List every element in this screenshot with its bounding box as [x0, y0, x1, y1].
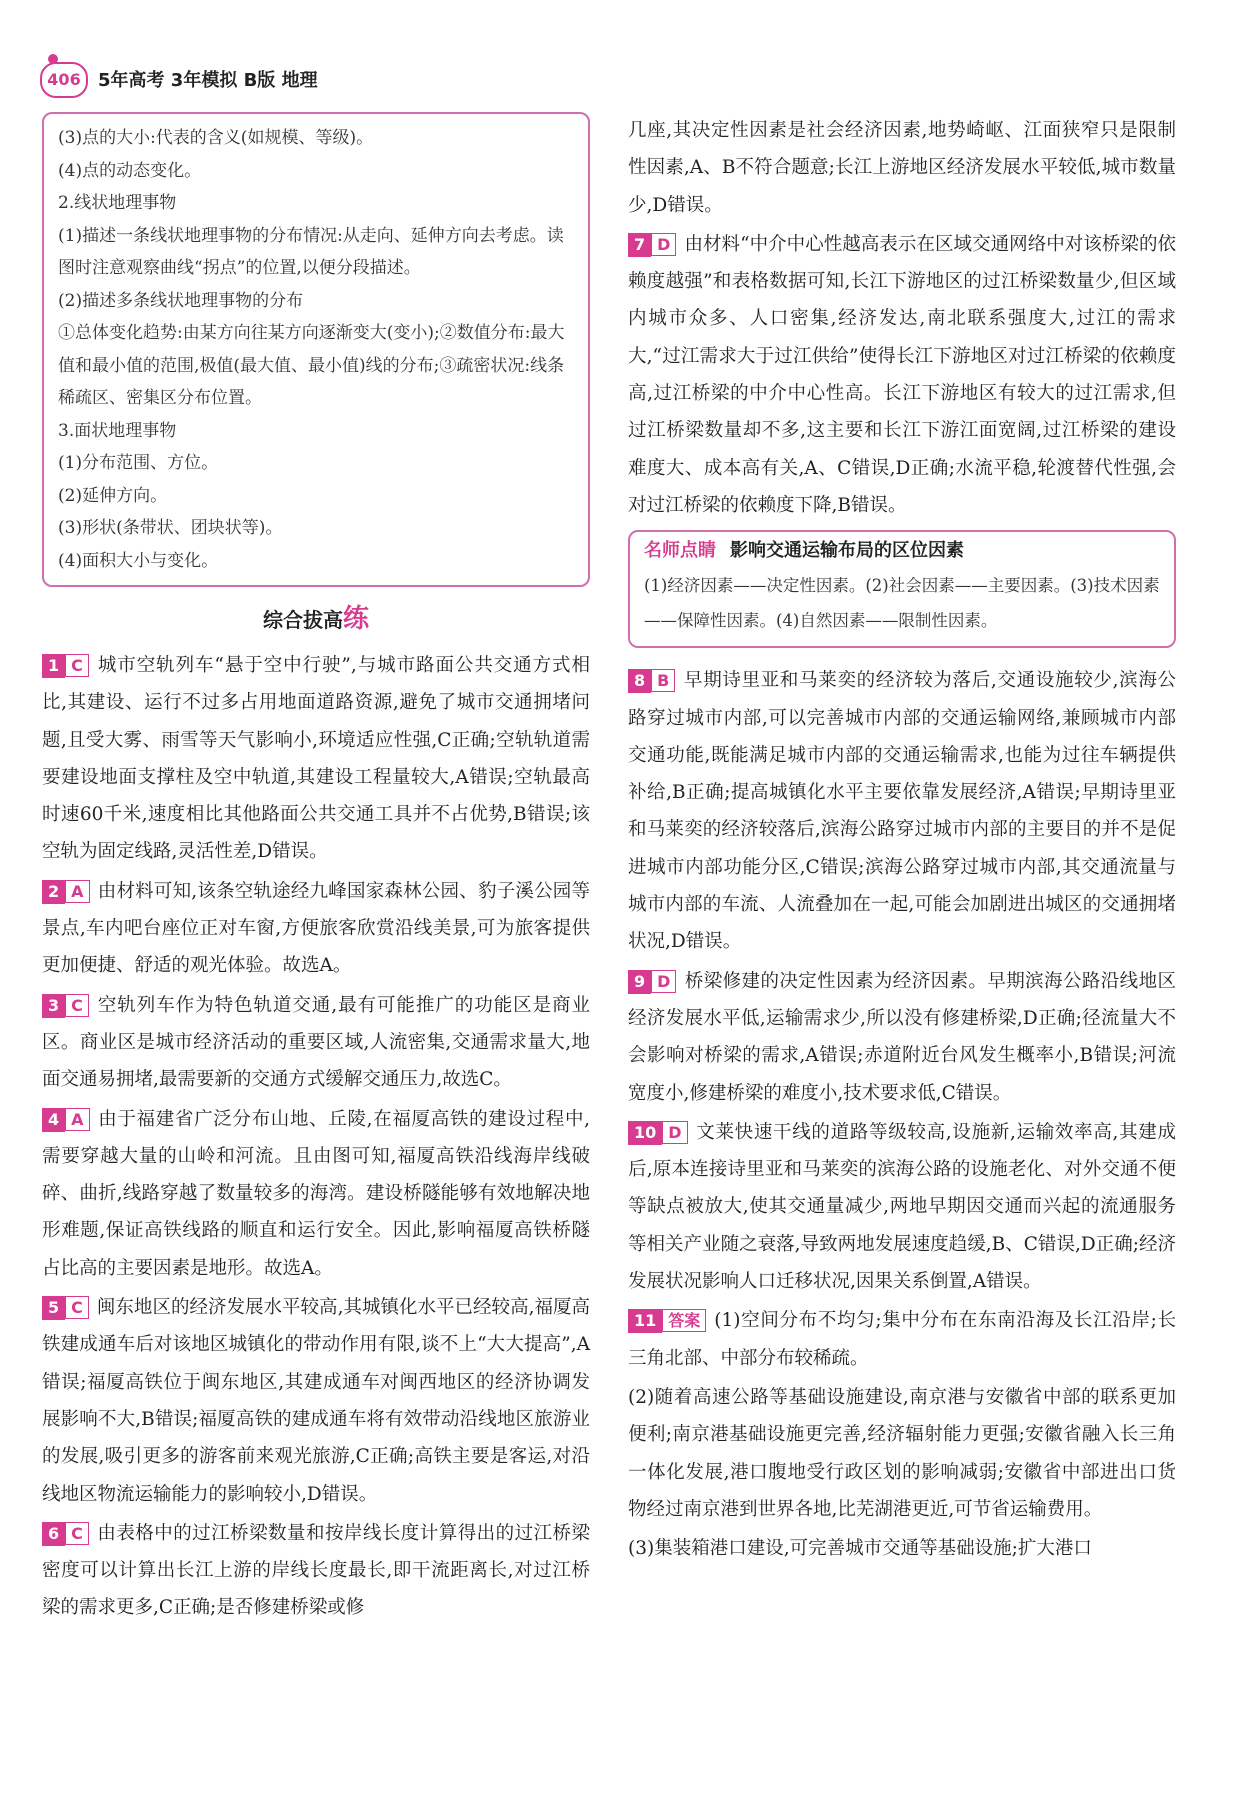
explanation-text: 空轨列车作为特色轨道交通,最有可能推广的功能区是商业区。商业区是城市经济活动的重要区域,人流密集,交通需求量大,地面交通易拥堵,最需要新的交通方式缓解交通压力,故选C。	[42, 994, 590, 1091]
answer-item	[628, 662, 1176, 960]
explanation-text: 由于福建省广泛分布山地、丘陵,在福厦高铁的建设过程中,需要穿越大量的山岭和河流。且由图可知,福厦高铁沿线海岸线破碎、曲折,线路穿越了数量较多的海湾。建设桥隧能够有效地解决地形难题,保证高铁线路的顺直和运行安全。因此,影响福厦高铁桥隧占比高的主要因素是地形。故选A。	[42, 1108, 590, 1279]
question-number: 3	[42, 994, 65, 1018]
answer-letter: C	[65, 1522, 89, 1545]
answer-item	[42, 647, 590, 871]
answer-letter: B	[651, 669, 675, 692]
answer-letter: 答案	[662, 1309, 706, 1332]
answer-item	[628, 1114, 1176, 1300]
explanation-text: 早期诗里亚和马莱奕的经济较为落后,交通设施较少,滨海公路穿过城市内部,可以完善城市内部的交通运输网络,兼顾城市内部交通功能,既能满足城市内部的交通运输需求,也能为过往车辆提供补给,B正确;提高城镇化水平主要依靠发展经济,A错误;早期诗里亚和马莱奕的经济较落后,滨海公路穿过城市内部的主要目的并不是促进城市内部功能分区,C错误;滨海公路穿过城市内部,其交通流量与城市内部的车流、人流叠加在一起,可能会加剧进出城区的交通拥堵状况,D错误。	[628, 670, 1176, 953]
section-title	[42, 601, 590, 637]
question-number: 11	[628, 1309, 662, 1333]
continued-text: 几座,其决定性因素是社会经济因素,地势崎岖、江面狭窄只是限制性因素,A、B不符合题意;长江上游地区经济发展水平较低,城市数量少,D错误。	[628, 120, 1176, 216]
answer-item	[42, 873, 590, 985]
left-column	[42, 112, 590, 1629]
explanation-text: 由材料可知,该条空轨途经九峰国家森林公园、豹子溪公园等景点,车内吧台座位正对车窗,方便旅客欣赏沿线美景,可为旅客提供更加便捷、舒适的观光体验。故选A。	[42, 880, 590, 977]
note-line: 3.面状地理事物	[58, 420, 177, 441]
note-line: (1)描述一条线状地理事物的分布情况:从走向、延伸方向去考虑。读图时注意观察曲线“拐点”的位置,以便分段描述。	[58, 225, 564, 278]
answer-paragraph: (2)随着高速公路等基础设施建设,南京港与安徽省中部的联系更加便利;南京港基础设施更完善,经济辐射能力更强;安徽省融入长三角一体化发展,港口腹地受行政区划的影响减弱;安徽省中部进出口货物经过南京港到世界各地,比芜湖港更近,可节省运输费用。	[628, 1386, 1176, 1520]
answer-item	[628, 1302, 1176, 1377]
question-number: 7	[628, 233, 651, 257]
question-number: 8	[628, 669, 651, 693]
tip-title: 影响交通运输布局的区位因素	[730, 540, 964, 562]
explanation-text: 由材料“中介中心性越高表示在区域交通网络中对该桥梁的依赖度越强”和表格数据可知,长江下游地区的过江桥梁数量少,但区域内城市众多、人口密集,经济发达,南北联系强度大,过江的需求大,“过江需求大于过江供给”使得长江下游地区对过江桥梁的依赖度高,过江桥梁的中介中心性高。长江下游地区有较大的过江需求,但过江桥梁数量却不多,这主要和长江下游江面宽阔,过江桥梁的建设难度大、成本高有关,A、C错误,D正确;水流平稳,轮渡替代性强,会对过江桥梁的依赖度下降,B错误。	[628, 233, 1176, 516]
question-number: 5	[42, 1296, 65, 1320]
note-line: ①总体变化趋势:由某方向往某方向逐渐变大(变小);②数值分布:最大值和最小值的范围,极值(最大值、最小值)线的分布;③疏密状况:线条稀疏区、密集区分布位置。	[58, 323, 565, 408]
note-line: (1)分布范围、方位。	[58, 453, 219, 473]
page-header	[40, 60, 1220, 100]
explanation-text: (1)空间分布不均匀;集中分布在东南沿海及长江沿岸;长三角北部、中部分布较稀疏。	[628, 1310, 1176, 1369]
answer-paragraph: (3)集装箱港口建设,可完善城市交通等基础设施;扩大港口	[628, 1538, 1092, 1560]
answer-letter: A	[65, 880, 89, 903]
book-title: 5年高考 3年模拟 B版 地理	[98, 70, 318, 91]
explanation-text: 桥梁修建的决定性因素为经济因素。早期滨海公路沿线地区经济发展水平低,运输需求少,所以没有修建桥梁,D正确;径流量大不会影响对桥梁的需求,A错误;赤道附近台风发生概率小,B错误;河流宽度小,修建桥梁的难度小,技术要求低,C错误。	[628, 970, 1176, 1104]
answer-letter: C	[65, 994, 89, 1017]
answer-letter: D	[651, 233, 676, 256]
answer-letter: A	[65, 1108, 89, 1131]
note-line: (3)点的大小:代表的含义(如规模、等级)。	[58, 128, 374, 148]
section-title-prefix: 综合拔高	[262, 608, 343, 632]
explanation-text: 城市空轨列车“悬于空中行驶”,与城市路面公共交通方式相比,其建设、运行不过多占用地面道路资源,避免了城市交通拥堵问题,且受大雾、雨雪等天气影响小,环境适应性强,C正确;空轨轨道需要建设地面支撑柱及空中轨道,其建设工程量较大,A错误;空轨最高时速60千米,速度相比其他路面公共交通工具并不占优势,B错误;该空轨为固定线路,灵活性差,D错误。	[42, 655, 590, 863]
question-number: 9	[628, 970, 651, 994]
note-line: 2.线状地理事物	[58, 193, 177, 213]
note-line: (4)点的动态变化。	[58, 160, 202, 181]
answer-item	[42, 1515, 590, 1627]
note-line: (3)形状(条带状、团块状等)。	[58, 518, 283, 538]
tip-header	[644, 534, 1160, 568]
method-note-box	[42, 112, 590, 587]
explanation-text: 由表格中的过江桥梁数量和按岸线长度计算得出的过江桥梁密度可以计算出长江上游的岸线长度最长,即干流距离长,对过江桥梁的需求更多,C正确;是否修建桥梁或修	[42, 1522, 590, 1619]
answer-item	[628, 226, 1176, 524]
explanation-text: 闽东地区的经济发展水平较高,其城镇化水平已经较高,福厦高铁建成通车后对该地区城镇化的带动作用有限,谈不上“大大提高”,A错误;福厦高铁位于闽东地区,其建成通车对闽西地区的经济协调发展影响不大,B错误;福厦高铁的建成通车将有效带动沿线地区旅游业的发展,吸引更多的游客前来观光旅游,C正确;高铁主要是客运,对沿线地区物流运输能力的影响较小,D错误。	[42, 1297, 590, 1505]
answer-letter: C	[65, 1296, 89, 1319]
right-column	[628, 112, 1176, 1569]
question-number: 6	[42, 1522, 65, 1546]
question-number: 1	[42, 654, 65, 678]
answer-item	[628, 963, 1176, 1112]
question-number: 4	[42, 1108, 65, 1132]
teacher-tip-box	[628, 530, 1176, 648]
explanation-text: 文莱快速干线的道路等级较高,设施新,运输效率高,其建成后,原本连接诗里亚和马莱奕的滨海公路的设施老化、对外交通不便等缺点被放大,使其交通量减少,两地早期因交通而兴起的流通服务等相关产业随之衰落,导致两地发展速度趋缓,B、C错误,D正确;经济发展状况影响人口迁移状况,因果关系倒置,A错误。	[628, 1121, 1176, 1293]
section-title-big: 练	[342, 604, 369, 634]
tip-text: (1)经济因素——决定性因素。(2)社会因素——主要因素。(3)技术因素——保障性因素。(4)自然因素——限制性因素。	[644, 576, 1160, 631]
page-number: 406	[40, 62, 88, 98]
question-number: 2	[42, 880, 65, 904]
answer-item	[42, 987, 590, 1099]
note-line: (4)面积大小与变化。	[58, 550, 219, 571]
tip-label: 名师点睛	[644, 540, 716, 562]
answer-letter: D	[662, 1121, 687, 1144]
note-line: (2)延伸方向。	[58, 485, 168, 506]
question-number: 10	[628, 1121, 662, 1145]
answer-item	[42, 1101, 590, 1287]
answer-item	[42, 1289, 590, 1513]
answer-letter: D	[651, 970, 676, 993]
answer-letter: C	[65, 654, 89, 677]
note-line: (2)描述多条线状地理事物的分布	[58, 290, 304, 311]
